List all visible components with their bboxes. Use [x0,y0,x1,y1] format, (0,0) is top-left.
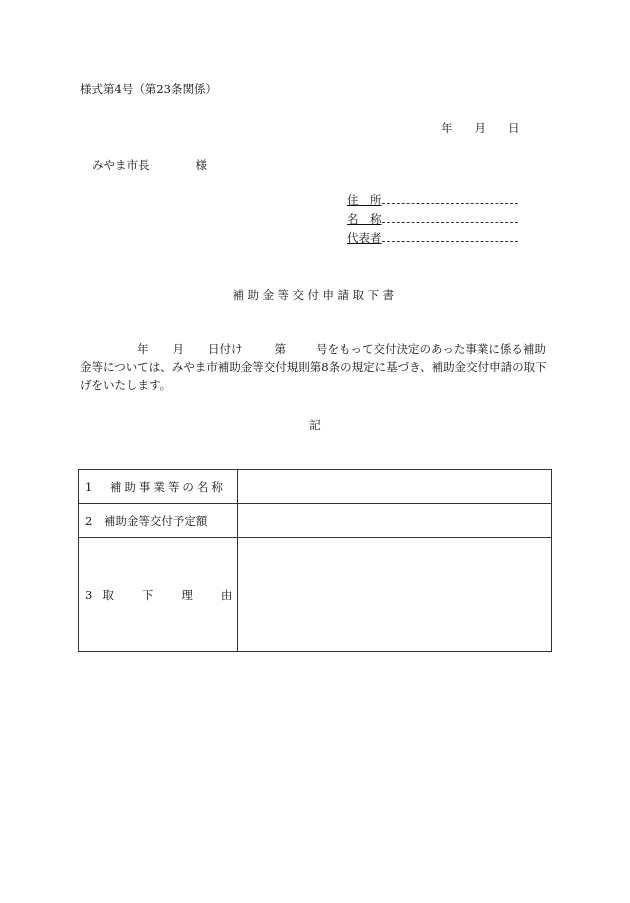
row-value-withdrawal-reason[interactable] [238,538,552,652]
date-day: 日 [508,121,520,135]
applicant-representative-label: 代表者 [347,231,382,245]
applicant-address-field[interactable] [382,193,518,204]
row-value-planned-amount[interactable] [238,504,552,538]
row-label-project-name: 1 補助事業等の名称 [79,470,238,504]
reason-char: 理 [181,587,193,602]
addressee-name: みやま市長 [92,158,150,172]
addressee [92,157,207,173]
table-row [79,504,552,538]
applicant-address-label: 住 所 [347,193,382,207]
details-table [78,469,552,652]
applicant-address-row [347,192,518,208]
reason-number: 3 [85,587,93,602]
body-year: 年 [137,342,149,356]
date-month: 月 [474,121,486,135]
body-dated: 日付け [208,342,243,356]
row-value-project-name[interactable] [238,470,552,504]
document-title: 補助金等交付申請取下書 [232,288,398,302]
date-year: 年 [441,121,453,135]
reason-char: 由 [220,587,233,602]
section-heading: 記 [309,418,321,432]
body-month: 月 [172,342,184,356]
row-label-planned-amount: 2 補助金等交付予定額 [79,504,238,538]
addressee-honorific: 様 [195,158,207,172]
table-row [79,470,552,504]
applicant-name-row [347,211,518,227]
applicant-representative-row [347,230,518,246]
form-number: 様式第4号（第23条関係） [80,82,217,96]
applicant-name-label: 名 称 [347,212,382,226]
row-label-withdrawal-reason [79,538,238,652]
reason-char: 下 [141,587,154,602]
applicant-representative-field[interactable] [382,231,518,242]
body-number-prefix: 第 [274,342,286,356]
applicant-name-field[interactable] [382,212,518,223]
reason-char: 取 [102,587,114,602]
body-text: 号をもって交付決定のあった事業に係る補助金等については、みやま市補助金等交付規則第8条の規定に基づき、補助金交付申請の取下げをいたします。 [80,342,547,392]
body-paragraph [80,340,548,394]
date-line [441,120,520,136]
table-row [79,538,552,652]
